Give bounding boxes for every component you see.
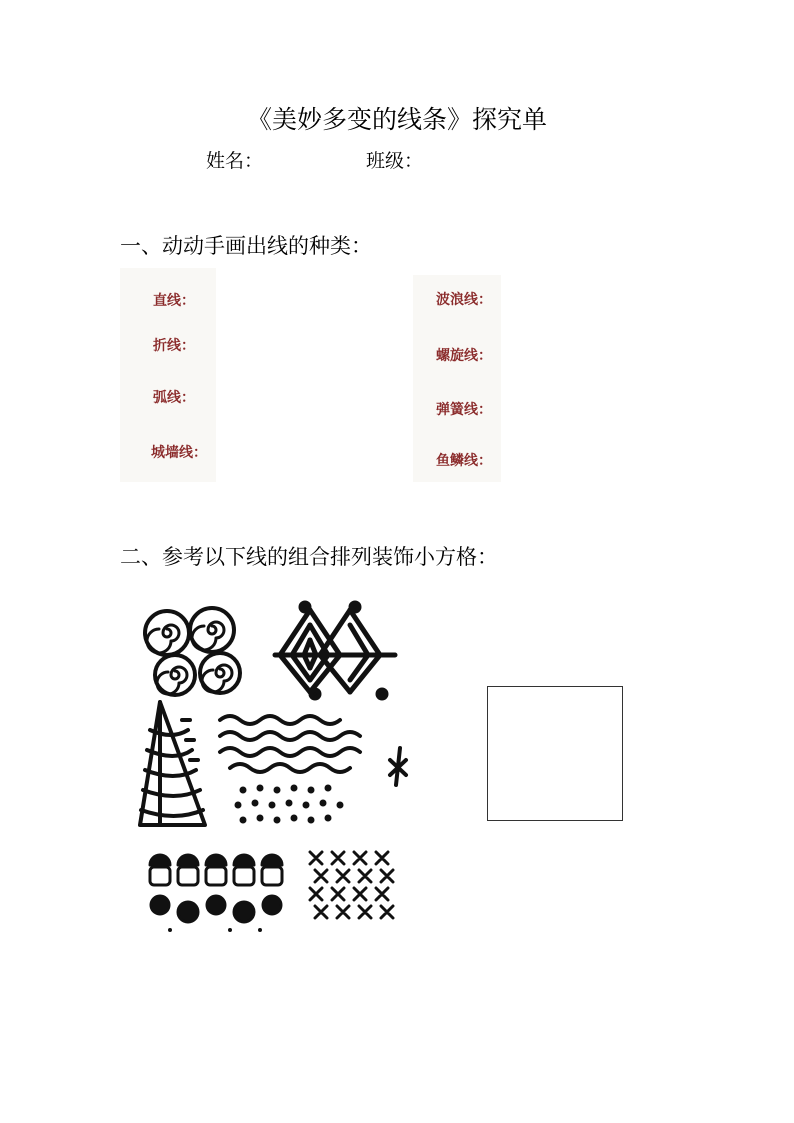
spiral-circles-pattern <box>145 608 240 695</box>
line-type-arc: 弧线： <box>153 390 195 406</box>
class-label: 班级： <box>366 150 424 172</box>
line-type-straight: 直线： <box>153 293 195 309</box>
dot-grid-pattern <box>235 785 344 824</box>
line-type-spiral: 螺旋线： <box>436 348 492 364</box>
page-title: 《美妙多变的线条》探究单 <box>246 105 547 134</box>
line-type-battlement: 城墙线： <box>151 445 207 461</box>
round-figures-pattern <box>150 855 282 932</box>
line-type-wave: 波浪线： <box>436 292 492 308</box>
wavy-lines-pattern <box>220 716 360 772</box>
partial-pattern <box>390 748 406 785</box>
drawing-answer-box[interactable] <box>487 686 623 821</box>
line-type-spring: 弹簧线： <box>436 402 492 418</box>
cross-hatch-pattern <box>310 852 393 918</box>
line-type-zigzag: 折线： <box>153 338 195 354</box>
triangle-chevron-pattern <box>275 603 395 698</box>
line-type-fish-scale: 鱼鳞线： <box>436 453 492 469</box>
name-label: 姓名： <box>206 150 264 172</box>
tower-arc-pattern <box>140 702 205 825</box>
section-1-heading: 一、动动手画出线的种类： <box>120 234 372 258</box>
line-pattern-examples <box>120 590 410 940</box>
section-2-heading: 二、参考以下线的组合排列装饰小方格： <box>120 545 498 569</box>
